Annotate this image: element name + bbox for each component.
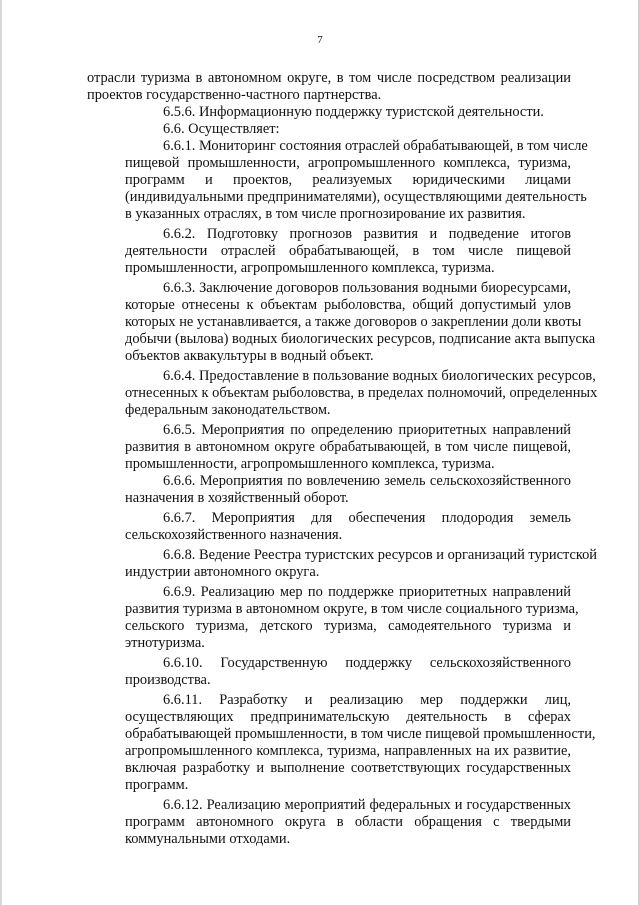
- document-body: [87, 70, 598, 848]
- paragraph: [87, 692, 596, 794]
- paragraph: [87, 422, 571, 473]
- text-line: 6.6.8. Ведение Реестра туристских ресурсов и организаций туристской: [163, 547, 598, 563]
- text-line: 6.5.6. Информационную поддержку туристской деятельности.: [163, 104, 544, 120]
- paragraph: [87, 226, 571, 277]
- text-line: включая разработку и выполнение соответствующих государственных: [125, 760, 571, 776]
- page-number: 7: [317, 34, 323, 46]
- text-line: добычи (вылова) водных биологических ресурсов, подписание акта выпуска: [125, 331, 596, 347]
- paragraph: [87, 280, 596, 365]
- paragraph: [87, 584, 579, 652]
- text-line: проектов государственно-частного партнерства.: [87, 87, 382, 103]
- text-line: отрасли туризма в автономном округе, в том числе посредством реализации: [87, 70, 571, 86]
- text-line: сельскохозяйственного назначения.: [125, 527, 343, 543]
- text-line: программ.: [125, 777, 189, 793]
- text-line: (индивидуальными предпринимателями), осуществляющими деятельность: [125, 189, 587, 205]
- text-line: развития в автономном округе обрабатывающей, в том числе пищевой,: [125, 439, 571, 455]
- paragraph: [87, 104, 571, 121]
- text-line: 6.6.6. Мероприятия по вовлечению земель сельскохозяйственного: [163, 473, 571, 489]
- text-line: 6.6.3. Заключение договоров пользования водными биоресурсами,: [163, 280, 571, 296]
- paragraph: [87, 655, 571, 689]
- text-line: 6.6.2. Подготовку прогнозов развития и подведение итогов: [163, 226, 571, 242]
- text-line: объектов аквакультуры в водный объект.: [125, 348, 374, 364]
- text-line: развития туризма в автономном округе, в том числе социального туризма,: [125, 601, 579, 617]
- text-line: назначения в хозяйственный оборот.: [125, 490, 349, 506]
- text-line: промышленности, агропромышленного комплекса, туризма.: [125, 456, 495, 472]
- text-line: сельского туризма, детского туризма, самодеятельного туризма и: [125, 618, 571, 634]
- text-line: этнотуризма.: [125, 635, 205, 651]
- text-line: отнесенных к объектам рыболовства, в пределах полномочий, определенных: [125, 385, 598, 401]
- text-line: агропромышленного комплекса, туризма, направленных на их развитие,: [125, 743, 571, 759]
- paragraph: [87, 70, 571, 104]
- text-line: 6.6. Осуществляет:: [163, 121, 280, 137]
- text-line: производства.: [125, 672, 211, 688]
- text-line: 6.6.9. Реализацию мер по поддержке приоритетных направлений: [163, 584, 571, 600]
- text-line: 6.6.1. Мониторинг состояния отраслей обрабатывающей, в том числе: [163, 138, 588, 154]
- paragraph: [87, 368, 598, 419]
- text-line: деятельности отраслей обрабатывающей, в том числе пищевой: [125, 243, 571, 259]
- paragraph: [87, 797, 571, 848]
- text-line: 6.6.7. Мероприятия для обеспечения плодородия земель: [163, 510, 571, 526]
- text-line: 6.6.12. Реализацию мероприятий федеральных и государственных: [163, 797, 571, 813]
- text-line: 6.6.11. Разработку и реализацию мер поддержки лиц,: [163, 692, 571, 708]
- paragraph: [87, 121, 571, 138]
- paragraph: [87, 547, 598, 581]
- text-line: 6.6.5. Мероприятия по определению приоритетных направлений: [163, 422, 571, 438]
- text-line: 6.6.4. Предоставление в пользование водных биологических ресурсов,: [163, 368, 596, 384]
- text-line: осуществляющих предпринимательскую деятельность в сферах: [125, 709, 571, 725]
- text-line: которые отнесены к объектам рыболовства, общий допустимый улов: [125, 297, 571, 313]
- paragraph: [87, 138, 588, 223]
- paragraph: [87, 510, 571, 544]
- text-line: обрабатывающей промышленности, в том числе пищевой промышленности,: [125, 726, 596, 742]
- text-line: программ автономного округа в области обращения с твердыми: [125, 814, 571, 830]
- text-line: в указанных отраслях, в том числе прогнозирование их развития.: [125, 206, 526, 222]
- text-line: индустрии автономного округа.: [125, 564, 320, 580]
- text-line: федеральным законодательством.: [125, 402, 331, 418]
- text-line: 6.6.10. Государственную поддержку сельскохозяйственного: [163, 655, 571, 671]
- text-line: программ и проектов, реализуемых юридическими лицами: [125, 172, 571, 188]
- paragraph: [87, 473, 571, 507]
- scan-edge-left: [0, 0, 2, 905]
- text-line: которых не устанавливается, а также договоров о закреплении доли квоты: [125, 314, 582, 330]
- text-line: пищевой промышленности, агропромышленного комплекса, туризма,: [125, 155, 571, 171]
- text-line: коммунальными отходами.: [125, 831, 291, 847]
- text-line: промышленности, агропромышленного комплекса, туризма.: [125, 260, 495, 276]
